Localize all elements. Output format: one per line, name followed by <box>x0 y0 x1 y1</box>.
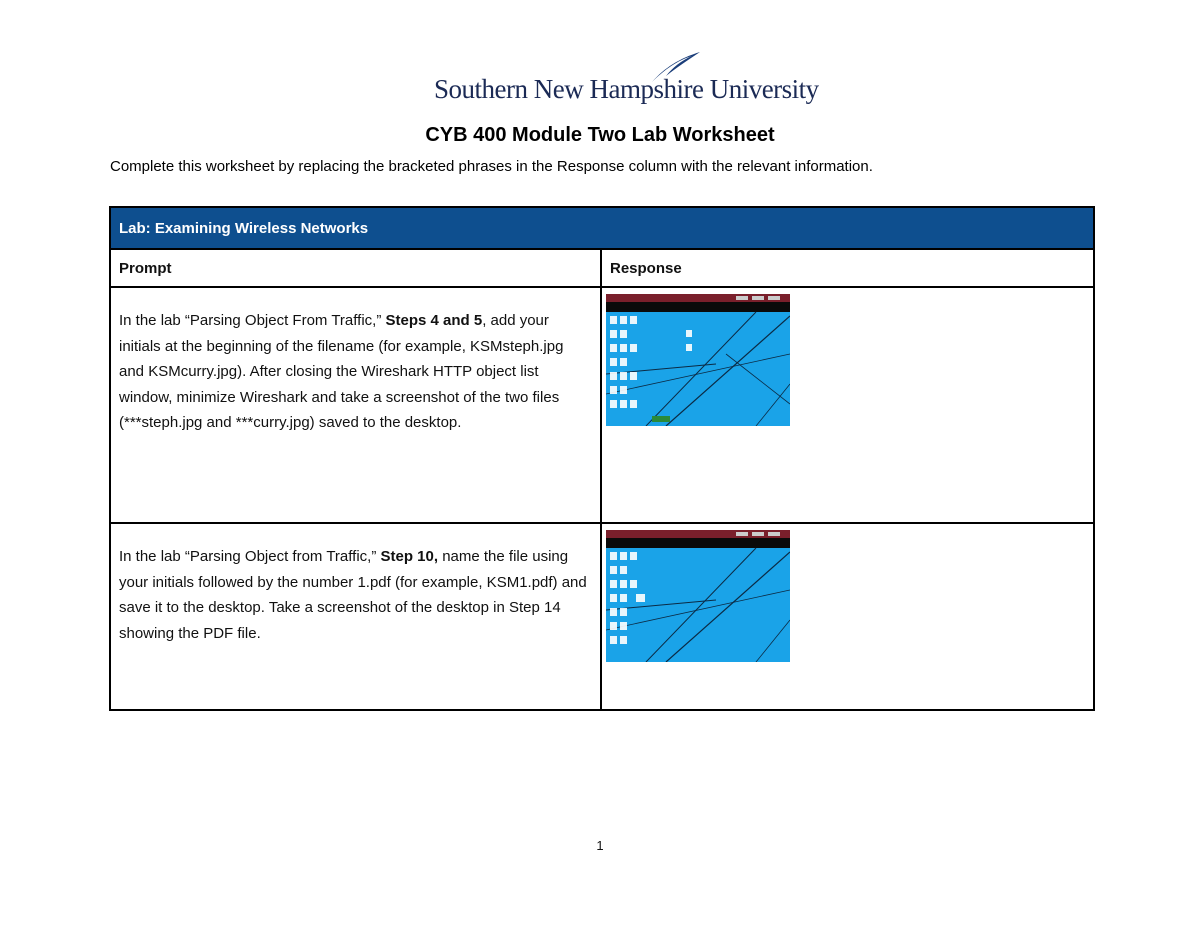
prompt-text: name the file using your initials followed by the number 1.pdf (for example, KSM1.pdf) and save it to the desktop. Take a screenshot of the desktop in Step 14 showing the PDF file. <box>119 548 587 642</box>
table-row <box>110 287 1094 523</box>
prompt-cell <box>110 523 601 710</box>
table-row <box>110 523 1094 710</box>
page-title: CYB 400 Module Two Lab Worksheet <box>425 124 775 146</box>
lab-section-header: Lab: Examining Wireless Networks <box>110 207 1094 249</box>
prompt-step-bold: Steps 4 and 5 <box>385 312 483 329</box>
desktop-screenshot-image <box>606 530 790 662</box>
lab-table <box>109 206 1095 711</box>
prompt-text: In the lab “Parsing Object From Traffic,” <box>119 312 386 329</box>
logo-text: Southern New Hampshire University <box>434 74 819 104</box>
prompt-column-header: Prompt <box>110 249 601 287</box>
university-logo <box>434 50 819 106</box>
prompt-text: , add your initials at the beginning of the filename (for example, KSMsteph.jpg and KSMcurry.jpg). After closing the Wireshark HTTP object list window, minimize Wireshark and take a screenshot of the two files (***steph.jpg and ***curry.jpg) saved to the desktop. <box>119 312 564 431</box>
prompt-cell <box>110 287 601 523</box>
response-cell[interactable] <box>601 523 1094 710</box>
prompt-text: In the lab “Parsing Object from Traffic,” <box>119 548 381 565</box>
page-number: 1 <box>596 838 604 853</box>
response-column-header: Response <box>601 249 1094 287</box>
prompt-step-bold: Step 10, <box>380 548 439 565</box>
instructions-text: Complete this worksheet by replacing the bracketed phrases in the Response column with the relevant information. <box>110 158 873 175</box>
desktop-screenshot-image <box>606 294 790 426</box>
response-cell[interactable] <box>601 287 1094 523</box>
